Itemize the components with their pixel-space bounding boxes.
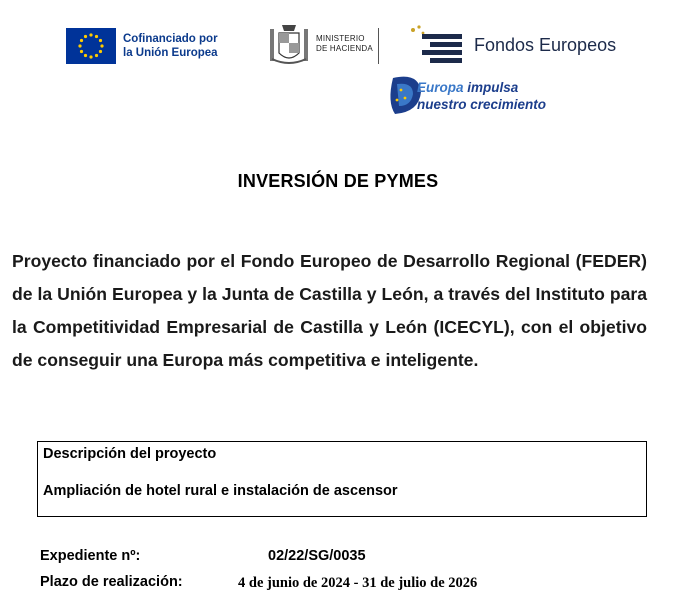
eu-logo-text	[123, 32, 218, 60]
intro-paragraph: Proyecto financiado por el Fondo Europeo de Desarrollo Regional (FEDER) de la Unión Europea y la Junta de Castilla y León, a través del Instituto para la Competitividad Empresarial de Castilla y León (ICECYL), con el objetivo de conseguir una Europa más competitiva e inteligente.	[12, 251, 647, 370]
expediente-label: Expediente nº:	[40, 548, 141, 564]
fondos-europeos-label: Fondos Europeos	[474, 34, 617, 55]
plazo-label: Plazo de realización:	[40, 574, 183, 590]
description-value: Ampliación de hotel rural e instalación de ascensor	[43, 483, 398, 499]
europa-slogan	[417, 79, 546, 113]
coat-of-arms-icon	[268, 21, 310, 67]
fondos-europeos-logo	[408, 24, 616, 66]
slogan-word-impulsa: impulsa	[467, 80, 519, 95]
eu-logo-line1: Cofinanciado por	[123, 33, 218, 45]
fondos-europeos-icon	[408, 24, 466, 66]
logo-header	[0, 0, 676, 120]
eu-logo-line2: la Unión Europea	[123, 47, 218, 59]
eu-flag-icon	[66, 28, 116, 64]
expediente-value: 02/22/SG/0035	[268, 548, 366, 564]
project-description-box	[37, 441, 647, 517]
plazo-row	[40, 574, 478, 591]
logo-separator	[378, 28, 379, 64]
ministry-logo	[268, 21, 373, 67]
ministry-line1: MINISTERIO	[316, 34, 365, 43]
europa-impulsa-logo	[385, 72, 565, 118]
page-title: INVERSIÓN DE PYMES	[237, 171, 439, 191]
description-label: Descripción del proyecto	[43, 446, 217, 462]
slogan-line2: nuestro crecimiento	[417, 97, 547, 112]
expediente-row	[40, 548, 366, 564]
ministry-text	[316, 34, 373, 54]
slogan-word-europa: Europa	[417, 80, 464, 95]
ministry-line2: DE HACIENDA	[316, 44, 373, 53]
plazo-value: 4 de junio de 2024 - 31 de julio de 2026	[238, 575, 478, 591]
eu-cofinancing-logo	[66, 28, 218, 64]
